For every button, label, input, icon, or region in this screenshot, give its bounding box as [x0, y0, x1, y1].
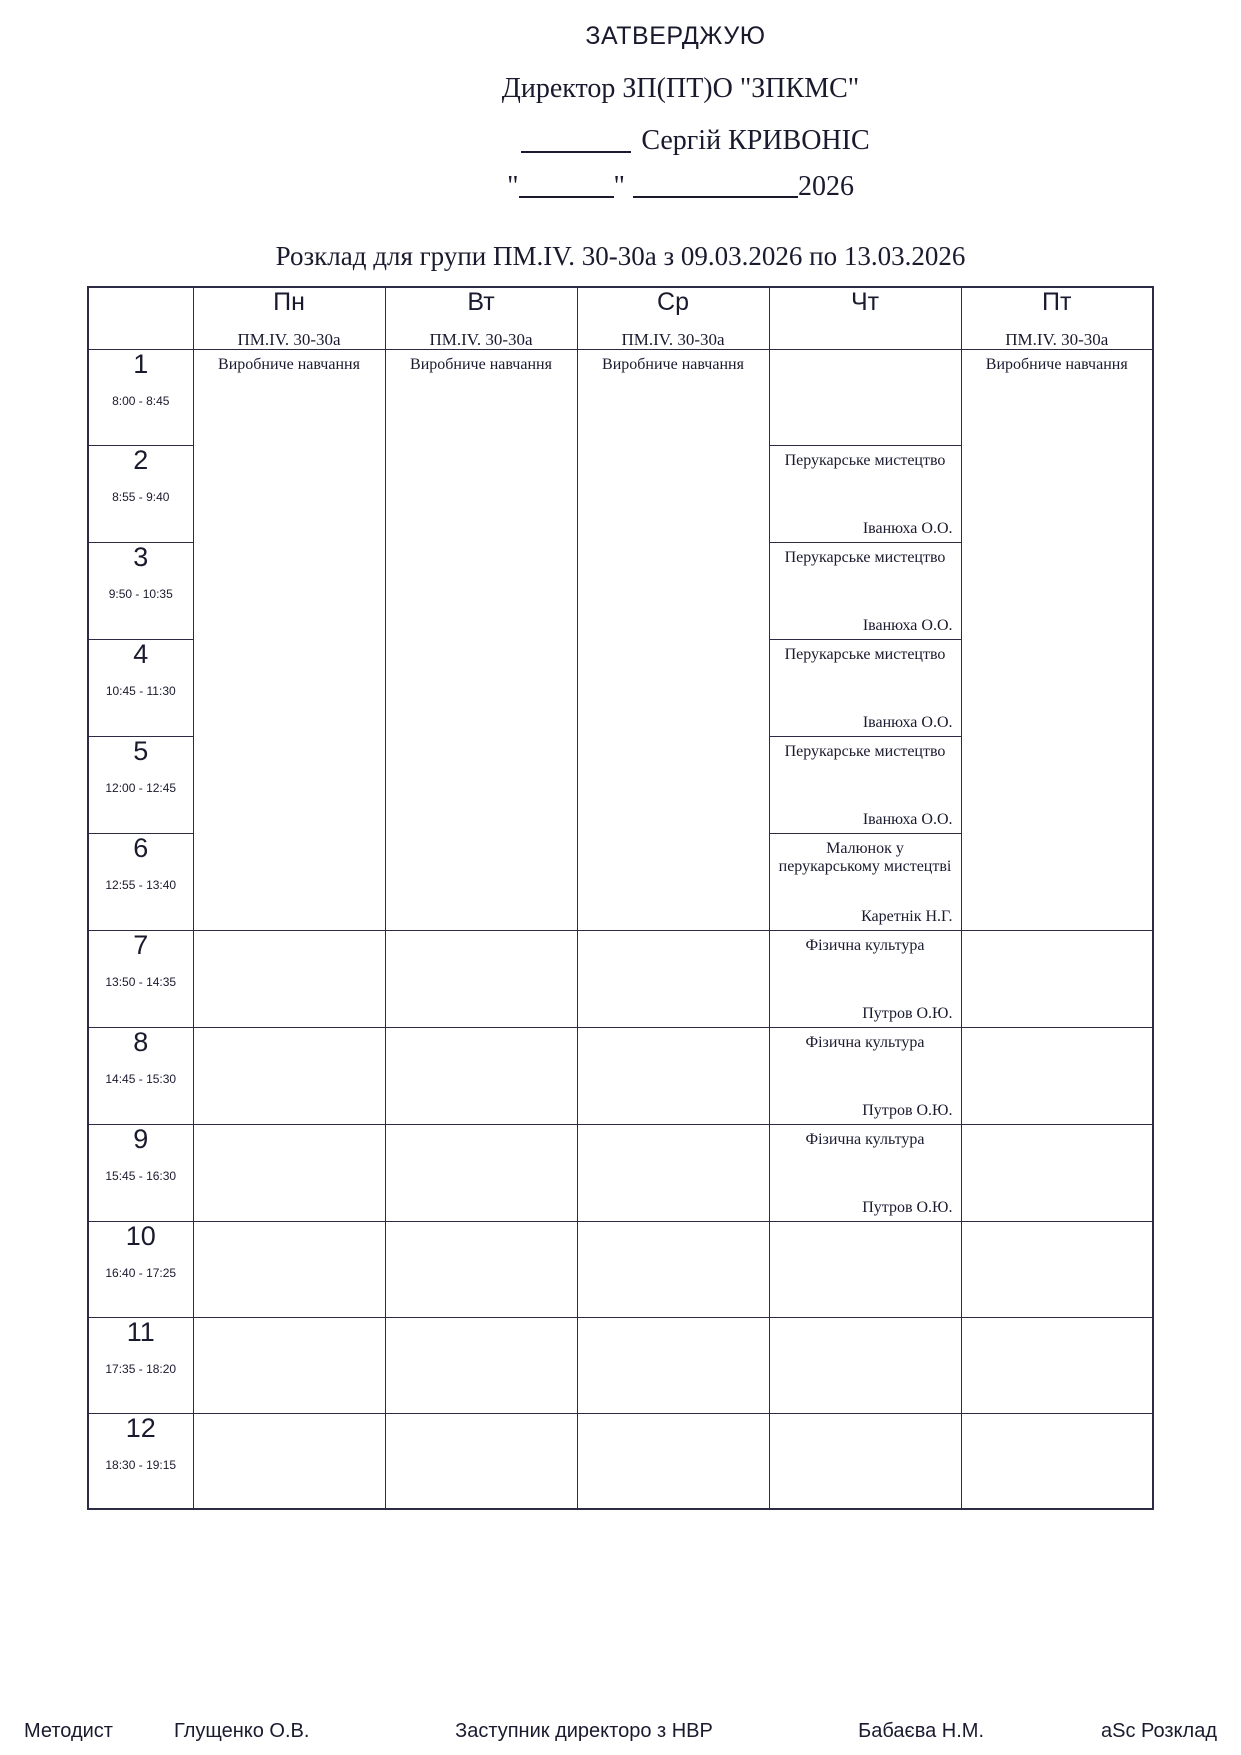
quote-open: "	[507, 171, 519, 202]
lesson-subject: Перукарське мистецтво	[784, 548, 946, 566]
director-name: Сергій КРИВОНІС	[641, 125, 870, 156]
approval-year: 2026	[797, 171, 854, 202]
lesson-subject: Фізична культура	[805, 1033, 925, 1051]
lesson-cell-tue-prod[interactable]	[385, 329, 577, 930]
lesson-cell-tue-11[interactable]	[385, 1317, 577, 1413]
lesson-cell-thu-1[interactable]	[769, 349, 961, 445]
period-number: 8	[133, 1026, 149, 1057]
period-number: 9	[133, 1123, 149, 1154]
lesson-cell-mon-9[interactable]	[193, 1124, 385, 1221]
lesson-group: ПМ.IV. 30-30а	[237, 329, 341, 349]
period-time: 12:55 - 13:40	[105, 877, 177, 892]
lesson-cell-fri-11[interactable]	[961, 1317, 1153, 1413]
period-time: 15:45 - 16:30	[105, 1168, 177, 1183]
footer-name-methodist: Глущенко О.В.	[174, 1720, 310, 1742]
lesson-subject: Фізична культура	[805, 936, 925, 954]
schedule-table	[87, 286, 1154, 1510]
lesson-teacher: Іванюха О.О.	[862, 519, 953, 537]
lesson-cell-mon-10[interactable]	[193, 1221, 385, 1317]
period-time: 18:30 - 19:15	[105, 1457, 177, 1472]
period-cell-1	[88, 349, 193, 445]
period-number: 7	[133, 929, 149, 960]
lesson-group: ПМ.IV. 30-30а	[621, 329, 725, 349]
period-number: 10	[125, 1220, 156, 1251]
lesson-subject: Малюнок у перукарському мистецтві	[778, 839, 952, 875]
table-row	[88, 1413, 1153, 1509]
lesson-subject: Фізична культура	[805, 1130, 925, 1148]
period-cell-3	[88, 542, 193, 639]
period-cell-5	[88, 736, 193, 833]
lesson-cell-mon-8[interactable]	[193, 1027, 385, 1124]
footer	[0, 1720, 1241, 1743]
table-row	[88, 1027, 1153, 1124]
lesson-subject: Перукарське мистецтво	[784, 742, 946, 760]
period-number: 3	[133, 541, 149, 572]
quote-close: "	[613, 171, 625, 202]
period-cell-12	[88, 1413, 193, 1509]
period-number: 4	[133, 638, 149, 669]
lesson-cell-wed-10[interactable]	[577, 1221, 769, 1317]
period-time: 17:35 - 18:20	[105, 1361, 177, 1376]
footer-role-methodist: Методист	[24, 1720, 113, 1742]
period-cell-8	[88, 1027, 193, 1124]
footer-software: aSc Розклад	[1101, 1720, 1217, 1742]
lesson-cell-tue-9[interactable]	[385, 1124, 577, 1221]
day-header-tue: Вт	[385, 287, 577, 349]
period-time: 8:00 - 8:45	[112, 393, 170, 408]
lesson-teacher: Іванюха О.О.	[862, 713, 953, 731]
day-blank	[519, 179, 614, 198]
lesson-subject: Виробниче навчання	[985, 355, 1128, 373]
table-row	[88, 930, 1153, 1027]
lesson-cell-thu-5[interactable]	[769, 736, 961, 833]
period-number: 6	[133, 832, 149, 863]
lesson-cell-fri-7[interactable]	[961, 930, 1153, 1027]
day-header-fri: Пт	[961, 287, 1153, 349]
footer-name-deputy: Бабаєва Н.М.	[858, 1720, 984, 1742]
period-number: 12	[125, 1412, 156, 1443]
approval-date-row	[120, 171, 1241, 203]
lesson-subject: Перукарське мистецтво	[784, 451, 946, 469]
lesson-cell-thu-12[interactable]	[769, 1413, 961, 1509]
lesson-cell-tue-7[interactable]	[385, 930, 577, 1027]
lesson-group: ПМ.IV. 30-30а	[429, 329, 533, 349]
lesson-cell-mon-7[interactable]	[193, 930, 385, 1027]
period-time: 8:55 - 9:40	[112, 489, 170, 504]
period-column-header	[88, 287, 193, 349]
lesson-subject: Перукарське мистецтво	[784, 645, 946, 663]
period-time: 12:00 - 12:45	[105, 780, 177, 795]
lesson-cell-wed-prod[interactable]	[577, 329, 769, 930]
lesson-cell-wed-11[interactable]	[577, 1317, 769, 1413]
period-cell-2	[88, 445, 193, 542]
table-row	[88, 1221, 1153, 1317]
lesson-cell-thu-8[interactable]	[769, 1027, 961, 1124]
period-cell-11	[88, 1317, 193, 1413]
lesson-cell-thu-4[interactable]	[769, 639, 961, 736]
period-cell-7	[88, 930, 193, 1027]
lesson-teacher: Іванюха О.О.	[862, 810, 953, 828]
lesson-cell-wed-12[interactable]	[577, 1413, 769, 1509]
period-time: 9:50 - 10:35	[108, 586, 173, 601]
lesson-cell-thu-9[interactable]	[769, 1124, 961, 1221]
lesson-cell-wed-7[interactable]	[577, 930, 769, 1027]
lesson-cell-thu-3[interactable]	[769, 542, 961, 639]
table-row	[88, 1317, 1153, 1413]
period-cell-9	[88, 1124, 193, 1221]
period-number: 2	[133, 444, 149, 475]
table-row	[88, 1124, 1153, 1221]
table-row	[88, 349, 1153, 445]
lesson-cell-tue-8[interactable]	[385, 1027, 577, 1124]
lesson-subject: Виробниче навчання	[218, 355, 360, 373]
lesson-subject: Виробниче навчання	[602, 355, 744, 373]
signature-blank	[521, 133, 631, 153]
day-header-thu: Чт	[769, 287, 961, 349]
lesson-teacher: Іванюха О.О.	[862, 616, 953, 634]
period-time: 14:45 - 15:30	[105, 1071, 177, 1086]
page-title: Розклад для групи ПМ.IV. 30-30а з 09.03.2026 по 13.03.2026	[275, 241, 966, 271]
period-time: 10:45 - 11:30	[105, 683, 176, 698]
period-number: 1	[133, 348, 149, 379]
lesson-cell-mon-prod[interactable]	[193, 329, 385, 930]
period-number: 11	[126, 1316, 155, 1347]
lesson-cell-mon-12[interactable]	[193, 1413, 385, 1509]
period-cell-10	[88, 1221, 193, 1317]
period-cell-6	[88, 833, 193, 930]
lesson-group: ПМ.IV. 30-30а	[1005, 329, 1109, 349]
lesson-cell-wed-8[interactable]	[577, 1027, 769, 1124]
lesson-cell-thu-6[interactable]	[769, 833, 961, 930]
lesson-subject: Виробниче навчання	[410, 355, 552, 373]
director-signature-row	[150, 125, 1241, 157]
lesson-cell-tue-10[interactable]	[385, 1221, 577, 1317]
director-title: Директор ЗП(ПТ)О "ЗПКМС"	[501, 73, 860, 104]
lesson-cell-wed-9[interactable]	[577, 1124, 769, 1221]
month-blank	[633, 179, 798, 198]
period-time: 13:50 - 14:35	[105, 974, 177, 989]
lesson-cell-thu-2[interactable]	[769, 445, 961, 542]
lesson-cell-fri-12[interactable]	[961, 1413, 1153, 1509]
lesson-cell-fri-prod[interactable]	[961, 329, 1153, 930]
lesson-teacher: Каретнік Н.Г.	[861, 907, 953, 925]
lesson-teacher: Путров О.Ю.	[862, 1101, 953, 1119]
day-header-mon: Пн	[193, 287, 385, 349]
day-header-wed: Ср	[577, 287, 769, 349]
approval-block	[0, 0, 1241, 203]
period-number: 5	[133, 735, 149, 766]
footer-role-deputy: Заступник директоро з НВР	[455, 1720, 713, 1742]
lesson-cell-mon-11[interactable]	[193, 1317, 385, 1413]
lesson-cell-thu-11[interactable]	[769, 1317, 961, 1413]
lesson-cell-fri-9[interactable]	[961, 1124, 1153, 1221]
period-cell-4	[88, 639, 193, 736]
lesson-teacher: Путров О.Ю.	[862, 1198, 953, 1216]
lesson-teacher: Путров О.Ю.	[862, 1004, 953, 1022]
period-time: 16:40 - 17:25	[105, 1265, 177, 1280]
lesson-cell-fri-10[interactable]	[961, 1221, 1153, 1317]
lesson-cell-tue-12[interactable]	[385, 1413, 577, 1509]
lesson-cell-fri-8[interactable]	[961, 1027, 1153, 1124]
approval-label: ЗАТВЕРДЖУЮ	[585, 22, 766, 50]
lesson-cell-thu-10[interactable]	[769, 1221, 961, 1317]
lesson-cell-thu-7[interactable]	[769, 930, 961, 1027]
